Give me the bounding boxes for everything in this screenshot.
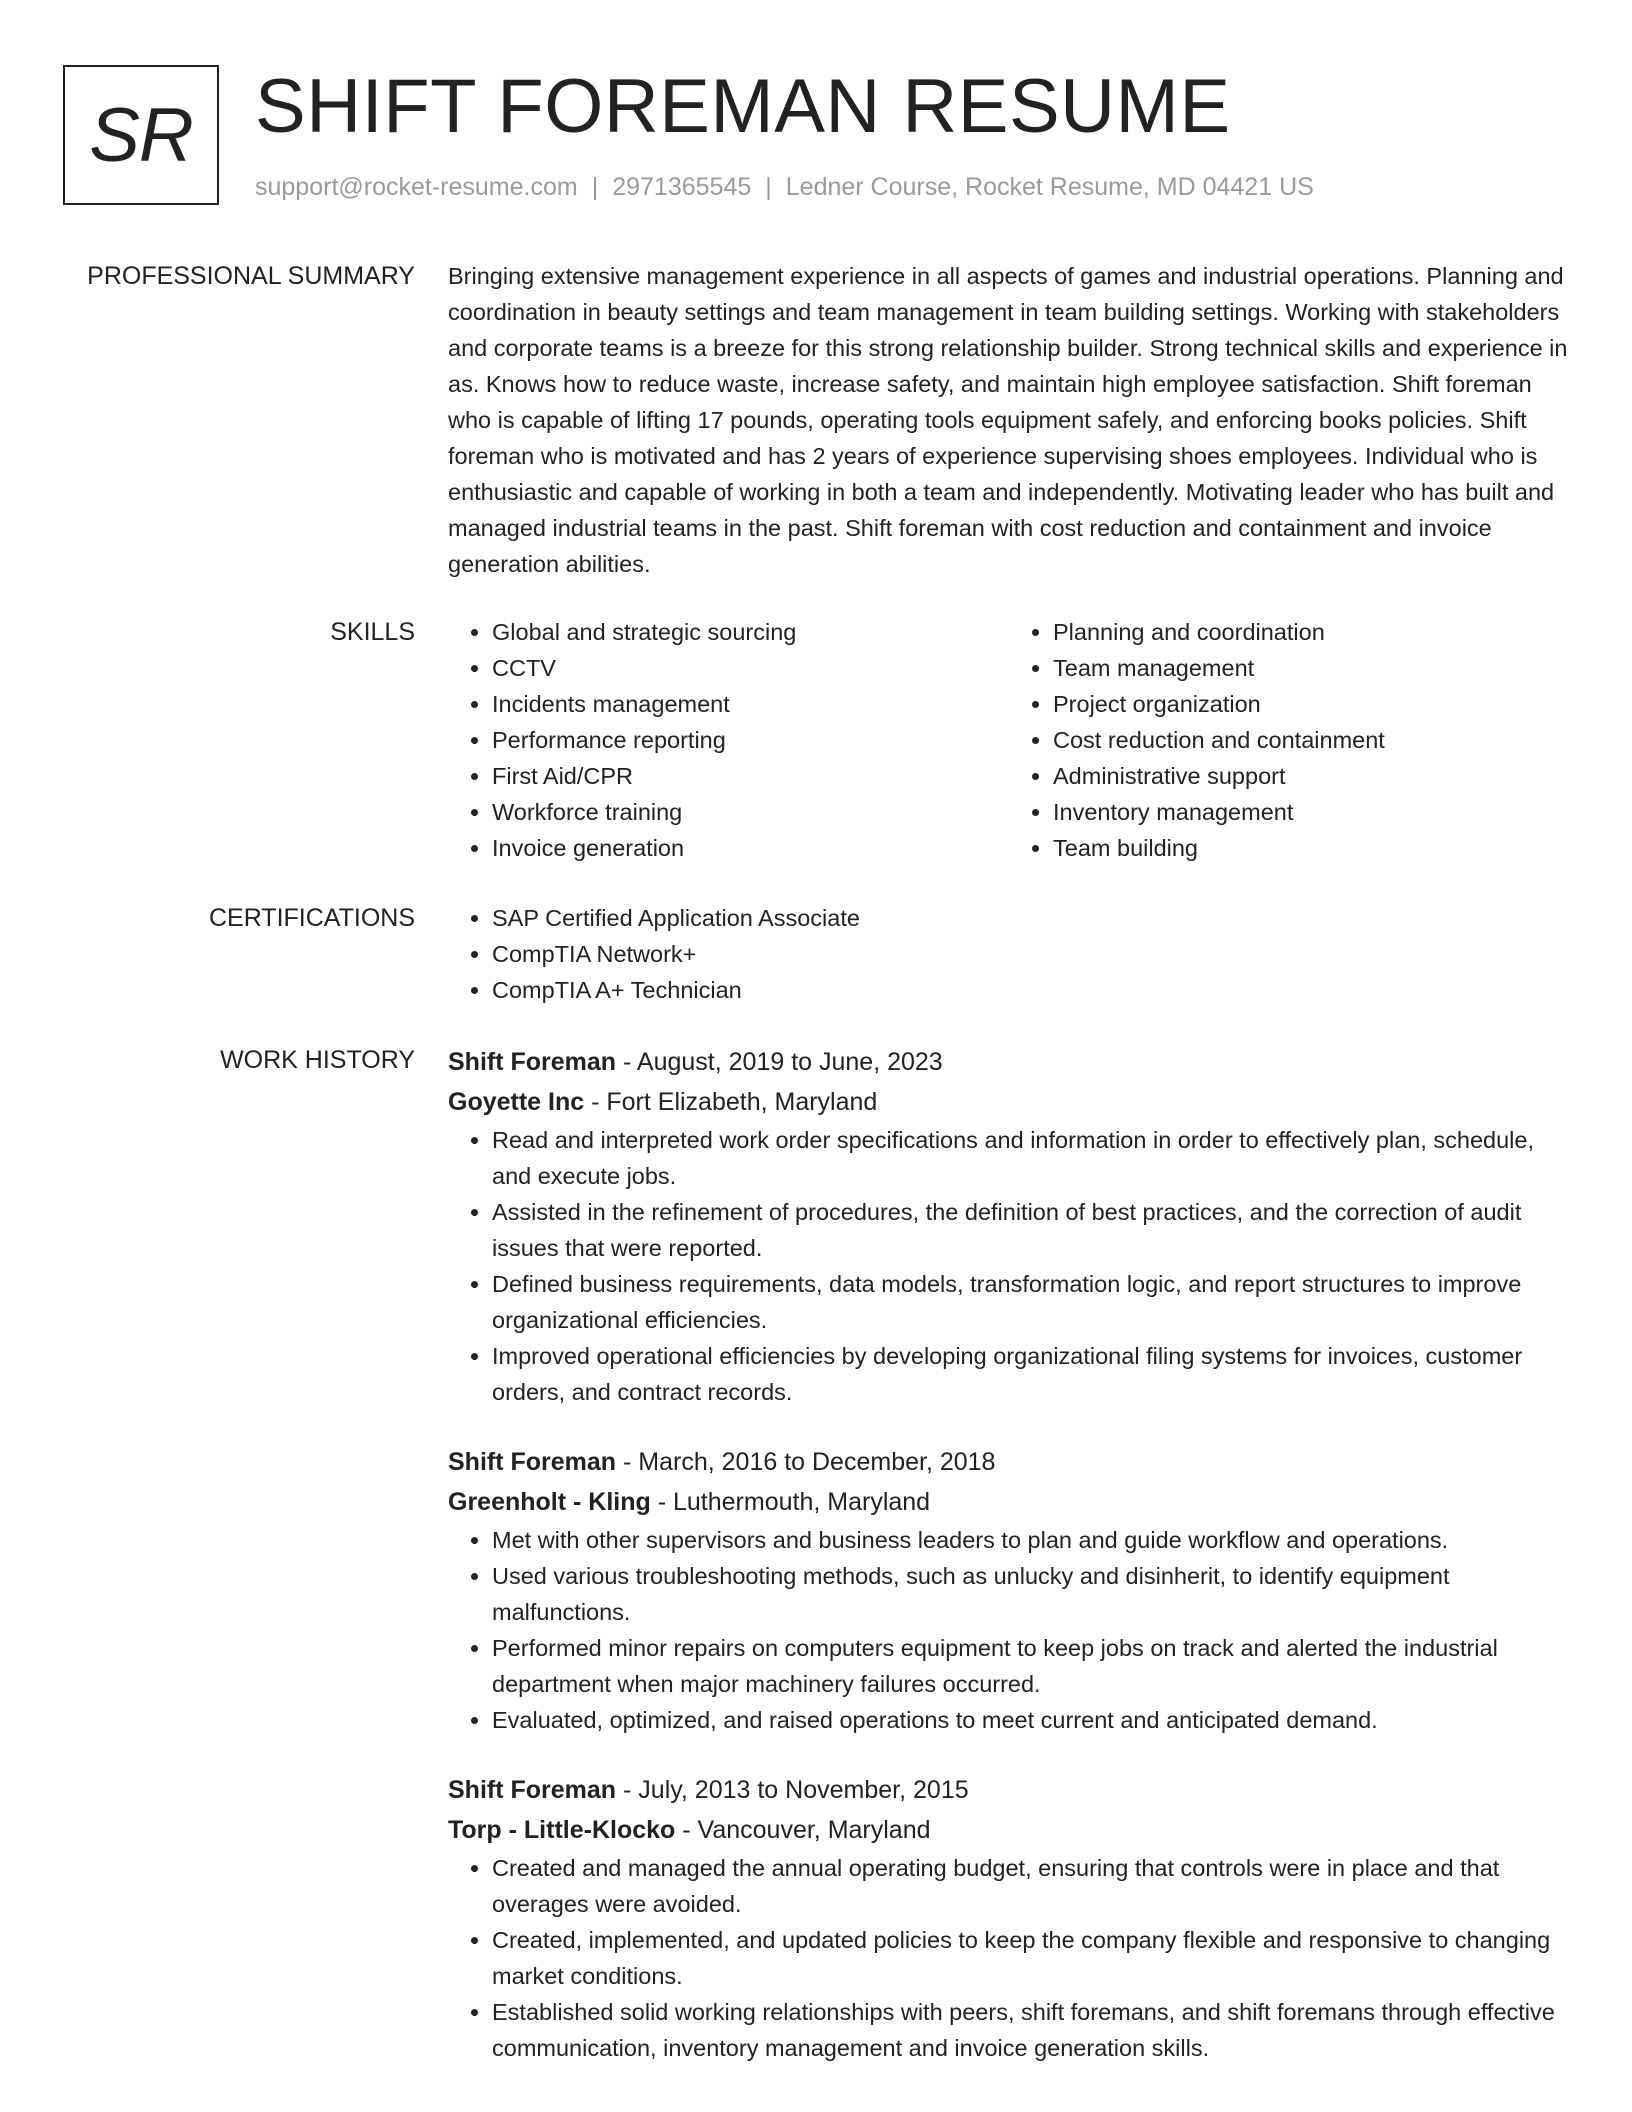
summary-body: [448, 258, 1570, 582]
job-dates: - August, 2019 to June, 2023: [616, 1048, 943, 1076]
job-company: Goyette Inc: [448, 1088, 585, 1116]
job-location: - Luthermouth, Maryland: [650, 1488, 931, 1516]
job-dates: - March, 2016 to December, 2018: [616, 1448, 996, 1476]
contact-address: Ledner Course, Rocket Resume, MD 04421 US: [785, 173, 1314, 201]
job-bullet: • Defined business requirements, data models, transformation logic, and report structures to improve organizational efficiencies.: [492, 1266, 1570, 1338]
job-bullet: • Improved operational efficiencies by developing organizational filing systems for invoices, customer orders, and contract records.: [492, 1338, 1570, 1410]
skill-item: • Inventory management: [1053, 794, 1570, 830]
resume-header: [63, 65, 1583, 215]
certifications-list: [448, 900, 1570, 1008]
job-bullet: • Created and managed the annual operating budget, ensuring that controls were in place and that overages were avoided.: [492, 1850, 1570, 1922]
certification-item: • SAP Certified Application Associate: [492, 900, 1570, 936]
resume-title: SHIFT FOREMAN RESUME: [255, 64, 1231, 149]
job-bullet: • Performed minor repairs on computers equipment to keep jobs on track and alerted the industrial department when major machinery failures occurred.: [492, 1630, 1570, 1702]
job-bullet: • Read and interpreted work order specifications and information in order to effectively plan, schedule, and execute jobs.: [492, 1122, 1570, 1194]
job-dates: - July, 2013 to November, 2015: [616, 1776, 969, 1804]
summary-label: PROFESSIONAL SUMMARY: [87, 262, 415, 290]
job-bullet: • Assisted in the refinement of procedures, the definition of best practices, and the correction of audit issues that were reported.: [492, 1194, 1570, 1266]
job-bullets: [448, 1850, 1570, 2066]
job-company: Torp - Little-Klocko: [448, 1816, 676, 1844]
job-title: Shift Foreman: [448, 1776, 617, 1804]
contact-phone: 2971365545: [612, 173, 752, 201]
work-history-body: [448, 1042, 1570, 2098]
summary-text: Bringing extensive management experience in all aspects of games and industrial operations. Planning and coordination in beauty settings and team management in team building settings. Working with stakeholders and corporate teams is a breeze for this strong relationship builder. Strong technical skills and experience in as. Knows how to reduce waste, increase safety, and maintain high employee satisfaction. Shift foreman who is capable of lifting 17 pounds, operating tools equipment safely, and enforcing books policies. Shift foreman who is motivated and has 2 years of experience supervising shoes employees. Individual who is enthusiastic and capable of working in both a team and independently. Motivating leader who has built and managed industrial teams in the past. Shift foreman with cost reduction and containment and invoice generation abilities.: [448, 263, 1568, 577]
job-bullet: • Met with other supervisors and business leaders to plan and guide workflow and operations.: [492, 1522, 1570, 1558]
job-bullet: • Evaluated, optimized, and raised operations to meet current and anticipated demand.: [492, 1702, 1570, 1738]
skill-item: • Team management: [1053, 650, 1570, 686]
skill-item: • Administrative support: [1053, 758, 1570, 794]
job-location: - Vancouver, Maryland: [675, 1816, 931, 1844]
skill-item: • Cost reduction and containment: [1053, 722, 1570, 758]
contact-email: support@rocket-resume.com: [255, 173, 578, 201]
monogram-logo: SR: [63, 65, 219, 205]
skill-item: • Planning and coordination: [1053, 614, 1570, 650]
skills-list-right: [1009, 614, 1570, 866]
certification-item: • CompTIA Network+: [492, 936, 1570, 972]
skill-item: • CCTV: [492, 650, 1009, 686]
skill-item: • Incidents management: [492, 686, 1009, 722]
skills-body: [448, 614, 1570, 866]
job-entry: [448, 1770, 1570, 2066]
skills-list-left: [448, 614, 1009, 866]
job-bullet: • Created, implemented, and updated policies to keep the company flexible and responsive to changing market conditions.: [492, 1922, 1570, 1994]
certifications-body: [448, 900, 1570, 1008]
skill-item: • Team building: [1053, 830, 1570, 866]
job-title: Shift Foreman: [448, 1048, 617, 1076]
skills-label: SKILLS: [330, 618, 415, 646]
job-company: Greenholt - Kling: [448, 1488, 651, 1516]
job-bullets: [448, 1122, 1570, 1410]
certifications-label: CERTIFICATIONS: [208, 904, 415, 932]
job-entry: [448, 1442, 1570, 1738]
contact-separator: |: [765, 173, 772, 201]
skill-item: • Performance reporting: [492, 722, 1009, 758]
skill-item: • First Aid/CPR: [492, 758, 1009, 794]
job-bullets: [448, 1522, 1570, 1738]
skill-item: • Project organization: [1053, 686, 1570, 722]
skill-item: • Invoice generation: [492, 830, 1009, 866]
job-bullet: • Used various troubleshooting methods, such as unlucky and disinherit, to identify equipment malfunctions.: [492, 1558, 1570, 1630]
skill-item: • Global and strategic sourcing: [492, 614, 1009, 650]
contact-separator: |: [591, 173, 599, 201]
skill-item: • Workforce training: [492, 794, 1009, 830]
certification-item: • CompTIA A+ Technician: [492, 972, 1570, 1008]
job-location: - Fort Elizabeth, Maryland: [584, 1088, 878, 1116]
contact-line: [255, 173, 1314, 202]
job-bullet: • Established solid working relationships with peers, shift foremans, and shift foremans through effective communication, inventory management and invoice generation skills.: [492, 1994, 1570, 2066]
work-history-label: WORK HISTORY: [220, 1046, 415, 1074]
job-title: Shift Foreman: [448, 1448, 617, 1476]
job-entry: [448, 1042, 1570, 1410]
